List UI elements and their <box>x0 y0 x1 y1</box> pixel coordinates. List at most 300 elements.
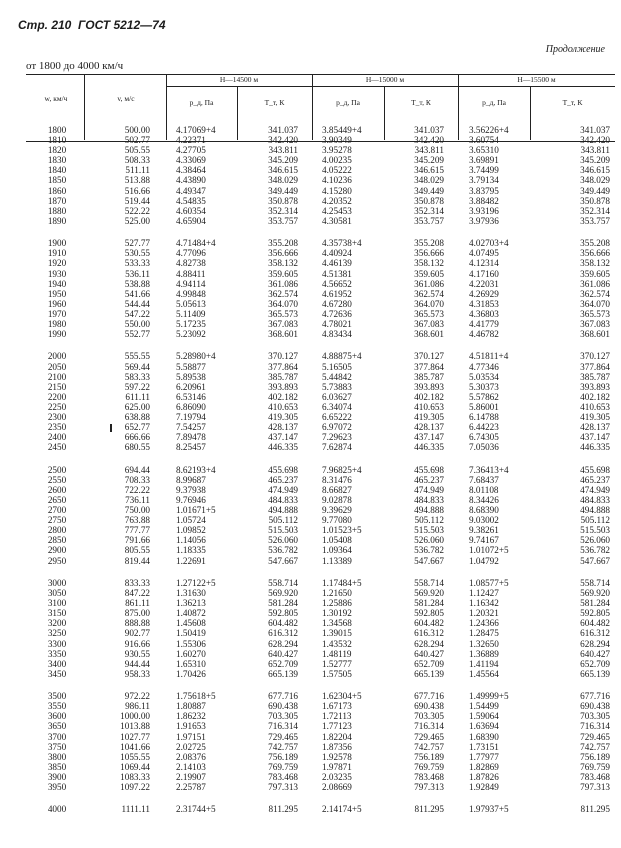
table-cell: 558.714 <box>414 577 444 588</box>
table-cell: 3650 <box>47 721 67 732</box>
table-block <box>110 465 150 566</box>
table-cell: 1.55306 <box>176 638 206 649</box>
table-cell: 547.667 <box>580 555 610 566</box>
table-cell: 2.02725 <box>176 741 206 752</box>
table-cell: 355.208 <box>268 238 298 249</box>
table-cell: 1.73151 <box>469 741 499 752</box>
table-cell: 350.878 <box>414 195 444 206</box>
table-cell: 581.284 <box>580 598 610 609</box>
table-block <box>570 465 610 566</box>
table-block <box>258 465 298 566</box>
header-temperature-1: T_т, К <box>264 98 285 107</box>
table-block <box>40 691 74 792</box>
table-cell: 359.605 <box>268 268 298 279</box>
table-cell: 1.28475 <box>469 628 499 639</box>
table-cell: 525.00 <box>124 215 150 226</box>
table-cell: 628.294 <box>580 638 610 649</box>
table-cell: 3100 <box>47 598 67 609</box>
table-cell: 1.91653 <box>176 721 206 732</box>
table-cell: 3.83795 <box>469 185 499 196</box>
table-cell: 1.27122+5 <box>176 577 216 588</box>
table-cell: 343.811 <box>580 145 610 156</box>
table-cell: 362.574 <box>268 288 298 299</box>
table-block <box>404 578 444 679</box>
table-block <box>40 578 74 679</box>
group-divider <box>166 86 615 87</box>
table-cell: 3500 <box>47 691 67 702</box>
table-cell: 1.57505 <box>322 668 352 679</box>
table-block <box>322 125 380 226</box>
table-cell: 527.77 <box>124 238 150 249</box>
table-cell: 3.97936 <box>469 215 499 226</box>
header-pressure-1: p_д, Па <box>189 98 214 107</box>
table-cell: 1.18335 <box>176 545 206 556</box>
table-cell: 2900 <box>47 545 67 556</box>
table-cell: 365.573 <box>414 308 444 319</box>
table-cell: 1.22691 <box>176 555 206 566</box>
table-cell: 3.79134 <box>469 175 499 186</box>
table-cell: 3700 <box>47 731 67 742</box>
table-cell: 4000 <box>47 804 67 815</box>
table-cell: 797.313 <box>414 782 444 793</box>
table-cell: 7.96825+4 <box>322 464 362 475</box>
table-cell: 3950 <box>47 782 67 793</box>
table-cell: 1.40872 <box>176 608 206 619</box>
table-cell: 402.182 <box>414 391 444 402</box>
table-cell: 5.17235 <box>176 318 206 329</box>
subcolumn-divider <box>237 86 238 140</box>
header-temperature-3: T_т, К <box>562 98 583 107</box>
table-cell: 1960 <box>47 298 67 309</box>
table-block <box>258 351 298 452</box>
table-cell: 484.833 <box>414 494 444 505</box>
table-cell: 465.237 <box>268 474 298 485</box>
table-cell: 474.949 <box>580 484 610 495</box>
table-cell: 2350 <box>47 422 67 433</box>
standard-code: ГОСТ 5212—74 <box>78 18 166 32</box>
table-cell: 465.237 <box>580 474 610 485</box>
table-cell: 597.22 <box>124 381 150 392</box>
table-cell: 6.53146 <box>176 391 206 402</box>
table-cell: 4.43890 <box>176 175 206 186</box>
table-cell: 2600 <box>47 484 67 495</box>
table-cell: 1860 <box>47 185 67 196</box>
table-cell: 385.787 <box>268 371 298 382</box>
header-velocity: v, м/с <box>117 94 135 103</box>
table-cell: 875.00 <box>124 608 150 619</box>
table-cell: 465.237 <box>414 474 444 485</box>
header-pressure-2: p_д, Па <box>336 98 360 107</box>
table-cell: 1.67173 <box>322 701 352 712</box>
table-cell: 3.95278 <box>322 145 352 156</box>
table-cell: 345.209 <box>580 155 610 166</box>
table-cell: 519.44 <box>124 195 150 206</box>
table-cell: 1.24366 <box>469 618 499 629</box>
table-cell: 544.44 <box>124 298 150 309</box>
table-cell: 362.574 <box>414 288 444 299</box>
header-altitude-15000: H—15000 м <box>365 75 405 84</box>
table-cell: 6.44223 <box>469 422 499 433</box>
table-cell: 1.50419 <box>176 628 206 639</box>
table-cell: 5.58877 <box>176 361 206 372</box>
table-cell: 690.438 <box>414 701 444 712</box>
table-cell: 474.949 <box>414 484 444 495</box>
table-cell: 356.666 <box>580 248 610 259</box>
table-cell: 811.295 <box>268 804 298 815</box>
table-cell: 505.112 <box>580 515 610 526</box>
table-block <box>110 351 150 452</box>
table-cell: 797.313 <box>580 782 610 793</box>
table-cell: 352.314 <box>414 205 444 216</box>
table-cell: 4.77096 <box>176 248 206 259</box>
table-cell: 2700 <box>47 505 67 516</box>
table-cell: 4.41779 <box>469 318 499 329</box>
table-cell: 4.40924 <box>322 248 352 259</box>
table-block <box>110 804 150 814</box>
table-cell: 628.294 <box>268 638 298 649</box>
table-cell: 7.29623 <box>322 432 352 443</box>
table-block <box>176 125 234 226</box>
table-cell: 2750 <box>47 515 67 526</box>
table-cell: 1830 <box>47 155 67 166</box>
table-cell: 2000 <box>47 351 67 362</box>
table-cell: 9.39629 <box>322 505 352 516</box>
table-cell: 500.00 <box>124 125 150 135</box>
table-cell: 7.36413+4 <box>469 464 509 475</box>
table-cell: 665.139 <box>414 668 444 679</box>
table-cell: 777.77 <box>124 525 150 536</box>
table-block <box>110 691 150 792</box>
table-cell: 4.99848 <box>176 288 206 299</box>
table-cell: 4.77346 <box>469 361 499 372</box>
table-cell: 437.147 <box>580 432 610 443</box>
table-cell: 5.73883 <box>322 381 352 392</box>
table-cell: 502.77 <box>124 135 150 146</box>
table-block <box>322 578 380 679</box>
table-cell: 505.112 <box>268 515 298 526</box>
table-cell: 343.811 <box>414 145 444 156</box>
table-cell: 1.32650 <box>469 638 499 649</box>
header-speed-kmh: w, км/ч <box>44 94 68 103</box>
table-cell: 3250 <box>47 628 67 639</box>
table-cell: 1.49999+5 <box>469 691 509 702</box>
table-cell: 3.69891 <box>469 155 499 166</box>
table-cell: 361.086 <box>580 278 610 289</box>
column-temperature-15500 <box>570 125 610 827</box>
table-cell: 455.698 <box>268 464 298 475</box>
table-cell: 3050 <box>47 588 67 599</box>
table-cell: 341.037 <box>414 125 444 135</box>
table-cell: 474.949 <box>268 484 298 495</box>
table-block <box>322 804 380 814</box>
table-cell: 716.314 <box>268 721 298 732</box>
table-cell: 1.87826 <box>469 771 499 782</box>
table-cell: 694.44 <box>124 464 150 475</box>
table-cell: 1.72113 <box>322 711 352 722</box>
table-cell: 958.33 <box>124 668 150 679</box>
table-block <box>110 238 150 339</box>
subcolumn-divider <box>530 86 531 140</box>
table-cell: 1.77123 <box>322 721 352 732</box>
table-cell: 1027.77 <box>120 731 150 742</box>
table-block <box>570 351 610 452</box>
table-cell: 1820 <box>47 145 67 156</box>
table-cell: 538.88 <box>124 278 150 289</box>
table-cell: 4.22371 <box>176 135 206 146</box>
table-cell: 4.46139 <box>322 258 352 269</box>
table-cell: 1111.11 <box>121 804 150 815</box>
table-cell: 1920 <box>47 258 67 269</box>
table-cell: 8.68390 <box>469 505 499 516</box>
table-cell: 377.864 <box>580 361 610 372</box>
table-cell: 1.41194 <box>469 658 499 669</box>
table-cell: 4.83434 <box>322 329 352 340</box>
table-cell: 5.23092 <box>176 329 206 340</box>
table-cell: 533.33 <box>124 258 150 269</box>
table-cell: 8.62193+4 <box>176 464 216 475</box>
table-cell: 944.44 <box>124 658 150 669</box>
table-cell: 3750 <box>47 741 67 752</box>
table-cell: 833.33 <box>124 577 150 588</box>
table-cell: 1.01072+5 <box>469 545 509 556</box>
table-cell: 342.420 <box>414 135 444 146</box>
table-cell: 1.36213 <box>176 598 206 609</box>
table-cell: 2800 <box>47 525 67 536</box>
table-cell: 742.757 <box>414 741 444 752</box>
table-cell: 4.72636 <box>322 308 352 319</box>
table-block <box>404 351 444 452</box>
table-block <box>570 125 610 226</box>
header-altitude-15500: H—15500 м <box>517 75 556 84</box>
table-cell: 1.68390 <box>469 731 499 742</box>
table-cell: 638.88 <box>124 412 150 423</box>
table-cell: 5.89538 <box>176 371 206 382</box>
table-cell: 652.709 <box>580 658 610 669</box>
table-cell: 4.67280 <box>322 298 352 309</box>
table-cell: 402.182 <box>268 391 298 402</box>
table-cell: 4.05222 <box>322 165 352 176</box>
table-cell: 716.314 <box>414 721 444 732</box>
table-cell: 1.75618+5 <box>176 691 216 702</box>
table-cell: 2050 <box>47 361 67 372</box>
table-cell: 368.601 <box>268 329 298 340</box>
table-cell: 861.11 <box>125 598 150 609</box>
table-cell: 1.82204 <box>322 731 352 742</box>
table-cell: 410.653 <box>268 401 298 412</box>
table-cell: 1.31630 <box>176 588 206 599</box>
table-cell: 343.811 <box>268 145 298 156</box>
table-cell: 4.36803 <box>469 308 499 319</box>
table-block <box>40 238 74 339</box>
table-cell: 4.07495 <box>469 248 499 259</box>
table-block <box>258 804 298 814</box>
table-cell: 1.92849 <box>469 782 499 793</box>
table-cell: 604.482 <box>268 618 298 629</box>
table-cell: 5.30373 <box>469 381 499 392</box>
table-cell: 1.17484+5 <box>322 577 362 588</box>
table-cell: 703.305 <box>268 711 298 722</box>
table-cell: 569.920 <box>414 588 444 599</box>
table-cell: 9.03002 <box>469 515 499 526</box>
table-cell: 1.70426 <box>176 668 206 679</box>
table-cell: 7.05036 <box>469 442 499 453</box>
table-cell: 756.189 <box>580 751 610 762</box>
table-cell: 4.61952 <box>322 288 352 299</box>
page-number: Стр. 210 <box>18 18 72 32</box>
table-cell: 2.08376 <box>176 751 206 762</box>
table-cell: 769.759 <box>414 761 444 772</box>
table-cell: 419.305 <box>268 412 298 423</box>
column-pressure-15000 <box>322 125 380 827</box>
table-cell: 353.757 <box>414 215 444 226</box>
table-cell: 455.698 <box>580 464 610 475</box>
table-cell: 2450 <box>47 442 67 453</box>
table-cell: 1.82869 <box>469 761 499 772</box>
table-cell: 515.503 <box>580 525 610 536</box>
table-block <box>469 691 527 792</box>
table-cell: 677.716 <box>414 691 444 702</box>
table-block <box>404 125 444 226</box>
table-cell: 6.03627 <box>322 391 352 402</box>
table-cell: 569.920 <box>268 588 298 599</box>
table-cell: 352.314 <box>580 205 610 216</box>
table-cell: 1950 <box>47 288 67 299</box>
table-cell: 1.77977 <box>469 751 499 762</box>
table-block <box>258 578 298 679</box>
table-cell: 604.482 <box>414 618 444 629</box>
table-cell: 367.083 <box>414 318 444 329</box>
table-cell: 5.11409 <box>176 308 206 319</box>
table-cell: 4.82738 <box>176 258 206 269</box>
table-cell: 4.60354 <box>176 205 206 216</box>
table-cell: 3000 <box>47 577 67 588</box>
table-cell: 4.17160 <box>469 268 499 279</box>
table-cell: 1940 <box>47 278 67 289</box>
table-cell: 4.78021 <box>322 318 352 329</box>
table-block <box>110 578 150 679</box>
table-cell: 346.615 <box>268 165 298 176</box>
table-cell: 756.189 <box>268 751 298 762</box>
table-cell: 353.757 <box>580 215 610 226</box>
table-cell: 526.060 <box>414 535 444 546</box>
table-cell: 5.28980+4 <box>176 351 216 362</box>
table-cell: 536.11 <box>125 268 150 279</box>
table-cell: 592.805 <box>580 608 610 619</box>
table-cell: 811.295 <box>414 804 444 815</box>
table-cell: 2250 <box>47 401 67 412</box>
table-cell: 729.465 <box>268 731 298 742</box>
table-cell: 916.66 <box>124 638 150 649</box>
table-cell: 783.468 <box>268 771 298 782</box>
table-cell: 769.759 <box>268 761 298 772</box>
table-cell: 1910 <box>47 248 67 259</box>
table-block <box>469 804 527 814</box>
table-cell: 2550 <box>47 474 67 485</box>
table-cell: 625.00 <box>124 401 150 412</box>
table-block <box>322 351 380 452</box>
table-cell: 616.312 <box>268 628 298 639</box>
table-block <box>40 465 74 566</box>
table-cell: 4.49347 <box>176 185 206 196</box>
table-block <box>176 238 234 339</box>
table-cell: 370.127 <box>414 351 444 362</box>
table-cell: 1.97937+5 <box>469 804 509 815</box>
table-cell: 1.65310 <box>176 658 206 669</box>
table-cell: 4.15280 <box>322 185 352 196</box>
table-cell: 362.574 <box>580 288 610 299</box>
table-cell: 3.56226+4 <box>469 125 509 135</box>
table-cell: 377.864 <box>414 361 444 372</box>
table-block <box>258 125 298 226</box>
table-cell: 5.86001 <box>469 401 499 412</box>
table-cell: 536.782 <box>268 545 298 556</box>
table-block <box>176 691 234 792</box>
table-cell: 526.060 <box>580 535 610 546</box>
table-cell: 1.20321 <box>469 608 499 619</box>
table-cell: 1900 <box>47 238 67 249</box>
table-cell: 4.88875+4 <box>322 351 362 362</box>
table-cell: 4.00235 <box>322 155 352 166</box>
table-cell: 536.782 <box>414 545 444 556</box>
table-cell: 558.714 <box>580 577 610 588</box>
table-cell: 5.16505 <box>322 361 352 372</box>
table-cell: 666.66 <box>124 432 150 443</box>
table-cell: 2100 <box>47 371 67 382</box>
table-block <box>404 465 444 566</box>
table-block <box>469 238 527 339</box>
table-cell: 1890 <box>47 215 67 226</box>
table-cell: 6.86090 <box>176 401 206 412</box>
table-cell: 1.80887 <box>176 701 206 712</box>
table-cell: 616.312 <box>414 628 444 639</box>
table-cell: 1.09852 <box>176 525 206 536</box>
table-cell: 1.45608 <box>176 618 206 629</box>
table-cell: 592.805 <box>268 608 298 619</box>
table-cell: 1.39015 <box>322 628 352 639</box>
table-block <box>258 691 298 792</box>
table-cell: 3.65310 <box>469 145 499 156</box>
table-cell: 5.44842 <box>322 371 352 382</box>
table-cell: 3600 <box>47 711 67 722</box>
table-cell: 342.420 <box>580 135 610 146</box>
table-cell: 342.420 <box>268 135 298 146</box>
table-cell: 455.698 <box>414 464 444 475</box>
column-divider <box>84 74 85 140</box>
table-cell: 888.88 <box>124 618 150 629</box>
table-cell: 652.77 <box>124 422 150 433</box>
table-cell: 7.89478 <box>176 432 206 443</box>
table-cell: 4.17069+4 <box>176 125 216 135</box>
table-cell: 703.305 <box>414 711 444 722</box>
table-block <box>258 238 298 339</box>
table-cell: 640.427 <box>414 648 444 659</box>
table-cell: 511.11 <box>125 165 150 176</box>
table-cell: 494.888 <box>580 505 610 516</box>
page-header <box>18 18 166 32</box>
table-cell: 1800 <box>47 125 67 135</box>
table-cell: 902.77 <box>124 628 150 639</box>
table-cell: 2.03235 <box>322 771 352 782</box>
table-cell: 4.46782 <box>469 329 499 340</box>
table-cell: 1.52777 <box>322 658 352 669</box>
table-cell: 1083.33 <box>120 771 150 782</box>
continued-label: Продолжение <box>545 44 605 55</box>
table-cell: 9.76946 <box>176 494 206 505</box>
table-cell: 665.139 <box>268 668 298 679</box>
table-cell: 3.60754 <box>469 135 499 146</box>
table-cell: 2400 <box>47 432 67 443</box>
table-cell: 1930 <box>47 268 67 279</box>
